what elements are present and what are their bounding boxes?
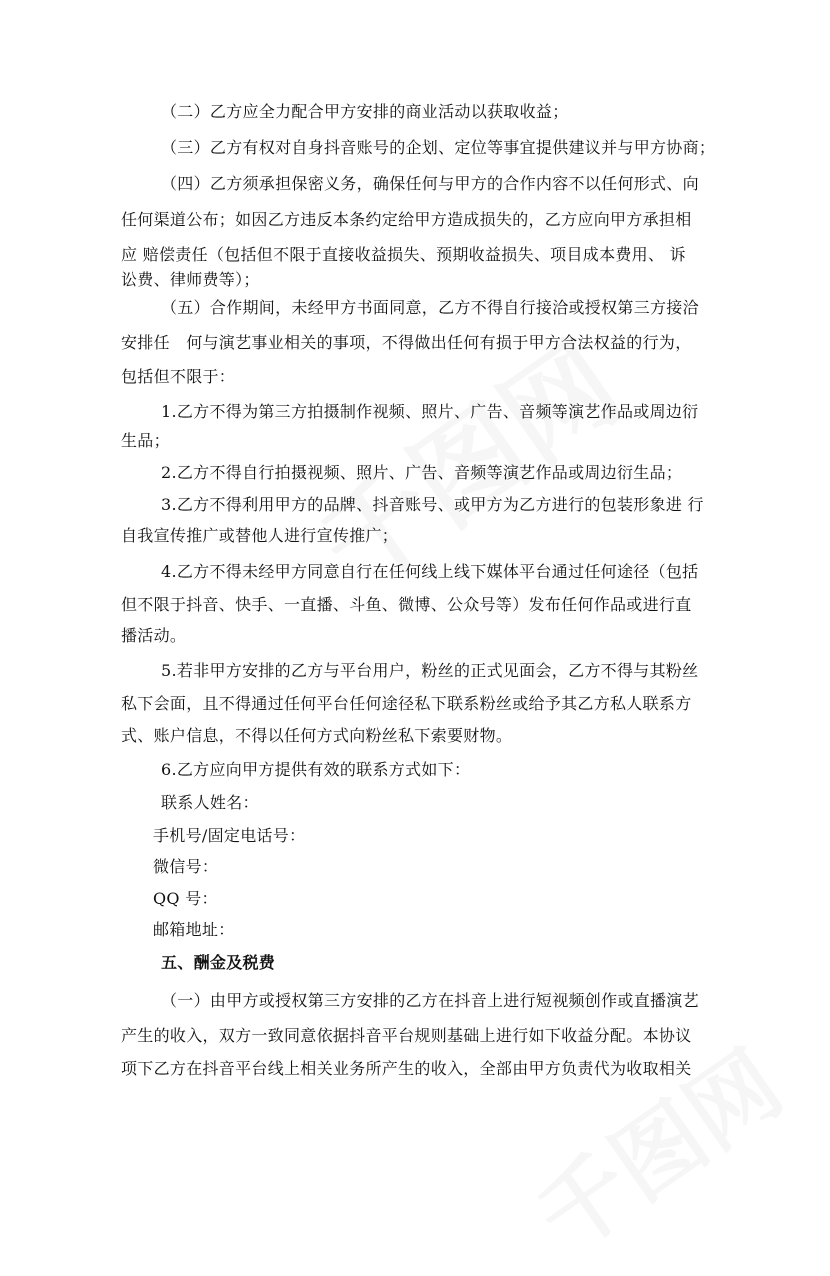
clause-2: （二）乙方应全力配合甲方安排的商业活动以获取收益； [161,102,569,121]
item-3-line-1: 3.乙方不得利用甲方的品牌、抖音账号、或甲方为乙方进行的包装形象进 行 [161,495,704,514]
clause-4-line-2: 任何渠道公布；如因乙方违反本条约定给甲方造成损失的，乙方应向甲方承担相 [121,210,692,229]
section-5-clause-1-line-2: 产生的收入，双方一致同意依据抖音平台规则基础上进行如下收益分配。本协议 [121,1026,692,1045]
clause-4-line-3: 应 赔偿责任（包括但不限于直接收益损失、预期收益损失、项目成本费用、 诉 [121,245,686,264]
contact-wechat-field: 微信号： [153,857,219,876]
item-5-line-2: 私下会面，且不得通过任何平台任何途径私下联系粉丝或给予其乙方私人联系方 [121,694,692,713]
contact-name-field: 联系人姓名： [161,793,259,812]
clause-5-line-2: 安排任 何与演艺事业相关的事项，不得做出任何有损于甲方合法权益的行为， [121,333,692,352]
item-4-line-1: 4.乙方不得未经甲方同意自行在任何线上线下媒体平台通过任何途径（包括 [161,562,699,581]
item-3-line-2: 自我宣传推广或替他人进行宣传推广； [121,526,399,545]
clause-4-line-1: （四）乙方须承担保密义务，确保任何与甲方的合作内容不以任何形式、向 [161,174,699,193]
clause-3: （三）乙方有权对自身抖音账号的企划、定位等事宜提供建议并与甲方协商； [161,138,716,157]
contact-email-field: 邮箱地址： [153,920,235,939]
clause-5-line-3: 包括但不限于： [121,367,236,386]
item-1-line-1: 1.乙方不得为第三方拍摄制作视频、照片、广告、音频等演艺作品或周边衍 [161,402,699,421]
item-4-line-3: 播活动。 [121,626,187,645]
contact-phone-field: 手机号/固定电话号： [153,826,306,845]
section-5-heading: 五、酬金及税费 [161,953,276,972]
item-5-line-3: 式、账户信息，不得以任何方式向粉丝私下索要财物。 [121,726,513,745]
item-6: 6.乙方应向甲方提供有效的联系方式如下： [161,760,471,779]
contact-qq-field: QQ 号： [153,889,218,908]
section-5-clause-1-line-3: 项下乙方在抖音平台线上相关业务所产生的收入，全部由甲方负责代为收取相关 [121,1059,692,1078]
watermark [507,1014,803,1275]
item-5-line-1: 5.若非甲方安排的乙方与平台用户，粉丝的正式见面会，乙方不得与其粉丝 [161,661,699,680]
item-1-line-2: 生品； [121,431,170,450]
section-5-clause-1-line-1: （一）由甲方或授权第三方安排的乙方在抖音上进行短视频创作或直播演艺 [161,991,699,1010]
clause-5-line-1: （五）合作期间，未经甲方书面同意，乙方不得自行接洽或授权第三方接洽 [161,298,699,317]
clause-4-line-4: 讼费、律师费等）； [121,270,260,289]
item-4-line-2: 但不限于抖音、快手、一直播、斗鱼、微博、公众号等）发布任何作品或进行直 [121,595,692,614]
item-2: 2.乙方不得自行拍摄视频、照片、广告、音频等演艺作品或周边衍生品； [161,463,683,482]
